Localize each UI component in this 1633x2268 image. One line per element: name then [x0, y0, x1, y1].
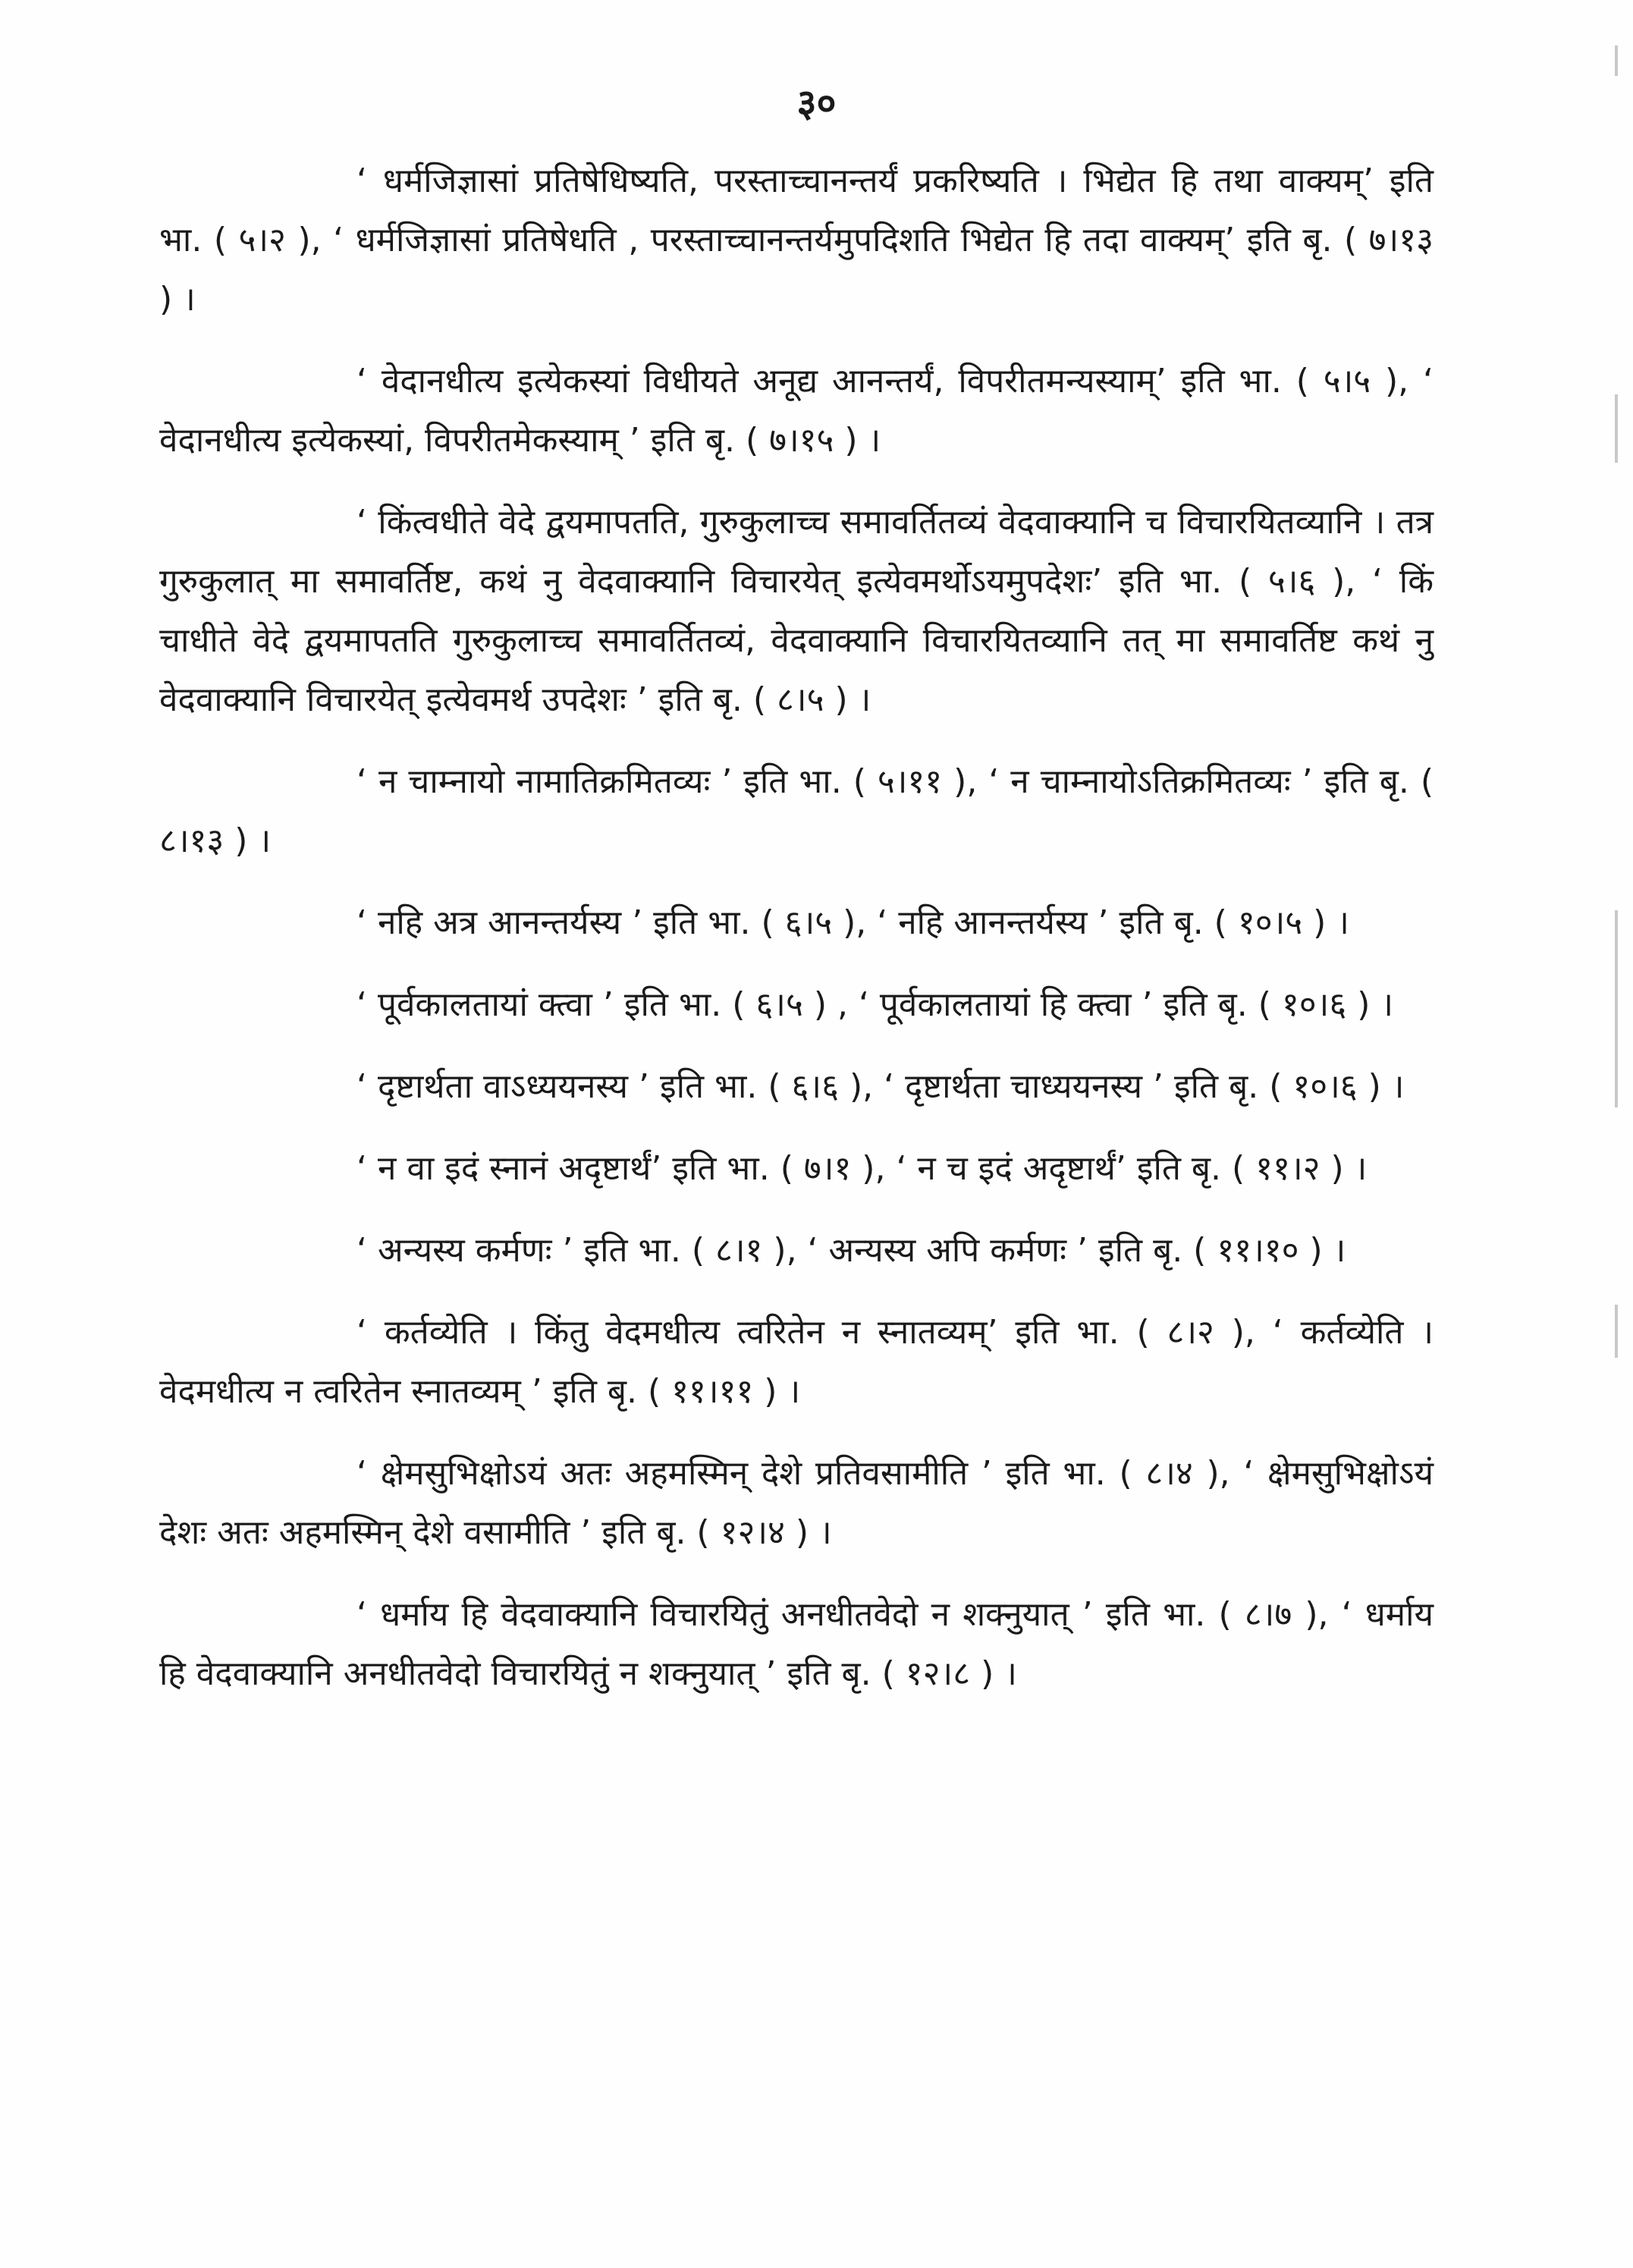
- scan-edge-mark: [1615, 1305, 1618, 1358]
- scan-edge-mark: [1615, 394, 1618, 463]
- paragraph: ‘ किंत्वधीते वेदे द्वयमापतति, गुरुकुलाच्च समावर्तितव्यं वेदवाक्यानि च विचारयितव्यानि । तत्र गुरुकुलात् मा समावर्तिष्ट, कथं नु वेदवाक्यानि विचारयेत् इत्येवमर्थोऽयमुपदेशः’ इति भा. ( ५।६ ), ‘ किं चाधीते वेदे द्वयमापतति गुरुकुलाच्च समावर्तितव्यं, वेदवाक्यानि विचारयितव्यानि तत् मा समावर्तिष्ट कथं नु वेदवाक्यानि विचारयेत् इत्येवमर्थ उपदेशः ’ इति बृ. ( ८।५ ) ।: [159, 503, 1434, 719]
- paragraph: ‘ धर्मजिज्ञासां प्रतिषेधिष्यति, परस्ताच्चानन्तर्यं प्रकरिष्यति । भिद्येत हि तथा वाक्यम्’ इति भा. ( ५।२ ), ‘ धर्मजिज्ञासां प्रतिषेधति , परस्ताच्चानन्तर्यमुपदिशति भिद्येत हि तदा वाक्यम्’ इति बृ. ( ७।१३ ) ।: [159, 162, 1434, 319]
- paragraph: ‘ दृष्टार्थता वाऽध्ययनस्य ’ इति भा. ( ६।६ ), ‘ दृष्टार्थता चाध्ययनस्य ’ इति बृ. ( १०।६ ) ।: [356, 1067, 1405, 1106]
- body-text: [159, 152, 1434, 1726]
- paragraph: ‘ क्षेमसुभिक्षोऽयं अतः अहमस्मिन् देशे प्रतिवसामीति ’ इति भा. ( ८।४ ), ‘ क्षेमसुभिक्षोऽयं देशः अतः अहमस्मिन् देशे वसामीति ’ इति बृ. ( १२।४ ) ।: [159, 1454, 1434, 1552]
- scan-edge-mark: [1615, 46, 1618, 76]
- paragraph: ‘ नहि अत्र आनन्तर्यस्य ’ इति भा. ( ६।५ ), ‘ नहि आनन्तर्यस्य ’ इति बृ. ( १०।५ ) ।: [356, 903, 1349, 942]
- paragraph: ‘ न वा इदं स्नानं अदृष्टार्थं’ इति भा. ( ७।१ ), ‘ न च इदं अदृष्टार्थं’ इति बृ. ( ११।२ ) ।: [356, 1149, 1368, 1188]
- scan-edge-mark: [1615, 910, 1618, 1107]
- paragraph: ‘ पूर्वकालतायां क्त्वा ’ इति भा. ( ६।५ ) , ‘ पूर्वकालतायां हि क्त्वा ’ इति बृ. ( १०।६ ) ।: [356, 985, 1394, 1024]
- paragraph: ‘ अन्यस्य कर्मणः ’ इति भा. ( ८।१ ), ‘ अन्यस्य अपि कर्मणः ’ इति बृ. ( ११।१० ) ।: [356, 1231, 1346, 1270]
- paragraph: ‘ कर्तव्येति । किंतु वेदमधीत्य त्वरितेन न स्नातव्यम्’ इति भा. ( ८।२ ), ‘ कर्तव्येति । वेदमधीत्य न त्वरितेन स्नातव्यम् ’ इति बृ. ( ११।११ ) ।: [159, 1313, 1434, 1411]
- paragraph: ‘ वेदानधीत्य इत्येकस्यां विधीयते अनूद्य आनन्तर्यं, विपरीतमन्यस्याम्’ इति भा. ( ५।५ ), ‘ वेदानधीत्य इत्येकस्यां, विपरीतमेकस्याम् ’ इति बृ. ( ७।१५ ) ।: [159, 362, 1434, 460]
- paragraph: ‘ धर्माय हि वेदवाक्यानि विचारयितुं अनधीतवेदो न शक्नुयात् ’ इति भा. ( ८।७ ), ‘ धर्माय हि वेदवाक्यानि अनधीतवेदो विचारयितुं न शक्नुयात् ’ इति बृ. ( १२।८ ) ।: [159, 1595, 1434, 1693]
- paragraph: ‘ न चाम्नायो नामातिक्रमितव्यः ’ इति भा. ( ५।११ ), ‘ न चाम्नायोऽतिक्रमितव्यः ’ इति बृ. ( ८।१३ ) ।: [159, 762, 1434, 860]
- page-number: ३०: [796, 81, 837, 125]
